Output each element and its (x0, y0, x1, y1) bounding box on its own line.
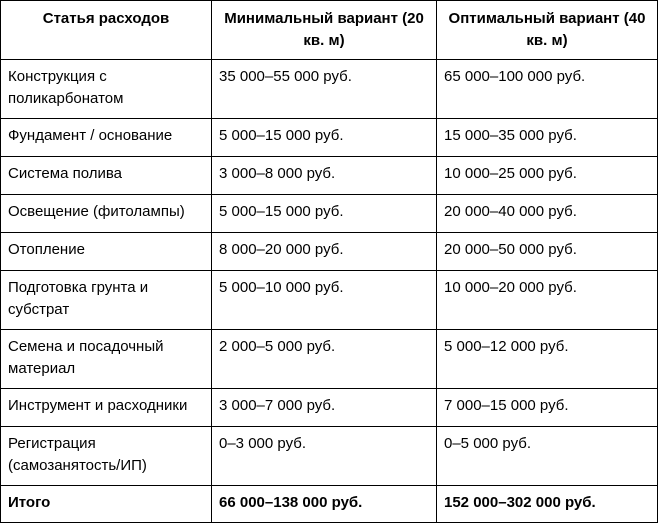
row-expense-item: Конструкция с поликарбонатом (1, 60, 212, 119)
table-row (1, 119, 658, 157)
row-expense-item: Фундамент / основание (1, 119, 212, 157)
row-optimal-cost: 10 000–25 000 руб. (437, 157, 658, 195)
row-minimal-cost: 35 000–55 000 руб. (212, 60, 437, 119)
row-expense-item: Регистрация (самозанятость/ИП) (1, 427, 212, 486)
table-row (1, 271, 658, 330)
header-expense-item: Статья расходов (1, 1, 212, 60)
row-optimal-cost: 5 000–12 000 руб. (437, 330, 658, 389)
row-expense-item: Инструмент и расходники (1, 389, 212, 427)
row-minimal-cost: 3 000–7 000 руб. (212, 389, 437, 427)
table-header-row (1, 1, 658, 60)
row-optimal-cost: 20 000–50 000 руб. (437, 233, 658, 271)
row-optimal-cost: 20 000–40 000 руб. (437, 195, 658, 233)
table-total-row (1, 486, 658, 523)
row-optimal-cost: 7 000–15 000 руб. (437, 389, 658, 427)
row-optimal-cost: 15 000–35 000 руб. (437, 119, 658, 157)
header-minimal-option: Минимальный вариант (20 кв. м) (212, 1, 437, 60)
header-optimal-option: Оптимальный вариант (40 кв. м) (437, 1, 658, 60)
table-row (1, 195, 658, 233)
row-expense-item: Освещение (фитолампы) (1, 195, 212, 233)
row-expense-item: Отопление (1, 233, 212, 271)
table-row (1, 60, 658, 119)
row-optimal-cost: 0–5 000 руб. (437, 427, 658, 486)
row-minimal-cost: 5 000–10 000 руб. (212, 271, 437, 330)
row-minimal-cost: 0–3 000 руб. (212, 427, 437, 486)
row-minimal-cost: 5 000–15 000 руб. (212, 195, 437, 233)
total-minimal-cost: 66 000–138 000 руб. (212, 486, 437, 523)
row-optimal-cost: 10 000–20 000 руб. (437, 271, 658, 330)
row-minimal-cost: 5 000–15 000 руб. (212, 119, 437, 157)
row-expense-item: Подготовка грунта и субстрат (1, 271, 212, 330)
row-minimal-cost: 3 000–8 000 руб. (212, 157, 437, 195)
total-label: Итого (1, 486, 212, 523)
row-expense-item: Система полива (1, 157, 212, 195)
table-row (1, 233, 658, 271)
row-optimal-cost: 65 000–100 000 руб. (437, 60, 658, 119)
table-row (1, 157, 658, 195)
table-row (1, 427, 658, 486)
row-minimal-cost: 8 000–20 000 руб. (212, 233, 437, 271)
table-row (1, 330, 658, 389)
row-expense-item: Семена и посадочный материал (1, 330, 212, 389)
row-minimal-cost: 2 000–5 000 руб. (212, 330, 437, 389)
table-row (1, 389, 658, 427)
total-optimal-cost: 152 000–302 000 руб. (437, 486, 658, 523)
